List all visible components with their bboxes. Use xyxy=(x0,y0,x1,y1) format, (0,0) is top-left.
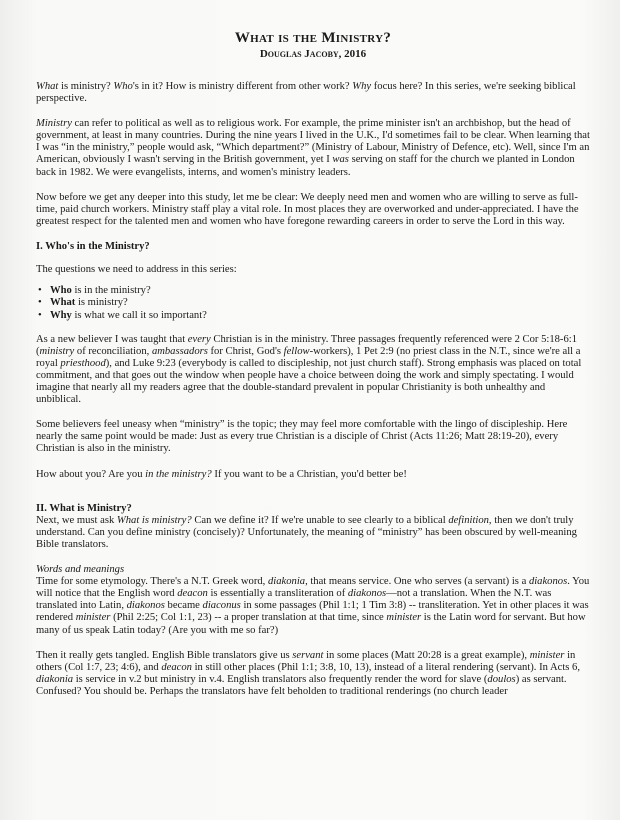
text-run: ) as servant. Confused? You should be. Perhaps the translators have felt beholden to traditional renderings (no church leader xyxy=(36,673,567,697)
text-run: As a new believer I was taught that xyxy=(36,333,188,345)
text-run: focus here? In this series, we're seeking biblical perspective. xyxy=(36,81,576,105)
question-keyword: What xyxy=(50,297,76,309)
body-paragraph xyxy=(36,419,590,455)
text-run: . You will notice that the English word xyxy=(36,576,590,600)
text-run: is the Latin word for servant. But how many of us speak Latin today? (Are you with me so far?) xyxy=(36,612,586,636)
emphasis-text: What is ministry? xyxy=(116,514,192,526)
emphasis-text: deacon xyxy=(177,588,208,600)
emphasis-text: deacon xyxy=(161,661,192,673)
emphasis-text: ambassadors xyxy=(151,345,208,357)
text-run: Some believers feel uneasy when “ministry” is the topic; they may feel more comfortable with the lingo of discipleship. Here nearly the same point would be made: Just as every true Christian is a disciple of Christ (Acts 11:26; Matt 28:19-20), every Christian is also in the ministry. xyxy=(36,419,568,455)
emphasis-text: Ministry xyxy=(36,118,72,130)
text-run: Then it really gets tangled. English Bible translators give us xyxy=(36,649,293,661)
text-run: in still other places (Phil 1:1; 3:8, 10, 13), instead of a literal rendering (servant). In Acts 6, xyxy=(191,661,581,673)
intro-paragraph xyxy=(36,81,590,105)
text-run: in others (Col 1:7, 23; 4:6), and xyxy=(36,649,576,673)
text-run: ), and Luke 9:23 (everybody is called to discipleship, not just church staff). Strong emphasis was placed on total commitment, and that goes out the window when people have a choice between doing the work and simply spectating. I would imagine that nearly all my readers agree that the double-standard prevalent in popular Christianity is both unhealthy and unbiblical. xyxy=(36,357,582,406)
emphasis-text: minister xyxy=(529,649,565,661)
text-run: 's in it? How is ministry different from other work? xyxy=(132,81,353,92)
question-list xyxy=(36,285,590,322)
document-title: What is the Ministry? xyxy=(234,30,392,46)
emphasis-text: fellow xyxy=(283,345,310,357)
emphasis-text: diakonia xyxy=(267,576,306,588)
intro-paragraph xyxy=(36,118,590,178)
emphasis-text: was xyxy=(332,154,349,166)
section-lead xyxy=(36,515,590,551)
text-run: -workers), 1 Pet 2:9 (no priest class in the N.T., since we're all a royal xyxy=(36,345,581,369)
text-run: , then we don't truly understand. Can you define ministry (concisely)? Unfortunately, the meaning of “ministry” has been obscured by well-meaning Bible translators. xyxy=(36,514,577,550)
emphasis-text: definition xyxy=(448,514,489,526)
body-paragraph xyxy=(36,334,590,407)
text-run: is essentially a transliteration of xyxy=(207,588,348,600)
text-run: Now before we get any deeper into this study, let me be clear: We deeply need men and women who are willing to serve as full-time, paid church workers. Ministry staff play a vital role. In most places they are overworked and under-appreciated. I have the greatest respect for the talented men and women who have foregone rewarding careers in order to serve the Lord in this way. xyxy=(36,191,579,227)
body-paragraph xyxy=(36,576,590,636)
emphasis-text: every xyxy=(187,333,211,345)
text-run: Next, we must ask xyxy=(36,514,117,526)
emphasis-text: Who xyxy=(113,81,133,92)
question-item xyxy=(36,297,590,309)
text-run: Time for some etymology. There's a N.T. Greek word, xyxy=(36,576,268,588)
text-run: can refer to political as well as to religious work. For example, the prime minister isn't an archbishop, but the head of government, at least in many countries. During the nine years I lived in the U.K., I'd sometimes fail to be clear. When learning that I was “in the ministry,” people would ask, “Which department?” (Ministry of Labour, Ministry of Defence, etc). Well, since I'm an American, obviously I wasn't serving in the British government, yet I xyxy=(36,118,590,166)
text-run: —not a translation. When the N.T. was translated into Latin, xyxy=(36,588,552,612)
body-paragraph xyxy=(36,469,590,481)
question-keyword: Why xyxy=(50,309,72,321)
emphasis-text: Why xyxy=(352,81,372,92)
text-run: is ministry? xyxy=(58,81,114,92)
document-byline: Douglas Jacoby, 2016 xyxy=(259,48,367,60)
emphasis-text: diakonia xyxy=(36,673,74,685)
emphasis-text: diakonos xyxy=(528,576,568,588)
text-run: serving on staff for the church we planted in London back in 1982. We were evangelists, interns, and women's ministry leaders. xyxy=(36,154,575,178)
question-item xyxy=(36,285,590,297)
emphasis-text: minister xyxy=(386,612,422,624)
emphasis-text: diakonos xyxy=(126,600,165,612)
text-run: of reconciliation, xyxy=(74,345,152,357)
question-text: is what we call it so important? xyxy=(71,309,207,321)
section-heading: II. What is Ministry? xyxy=(36,502,132,514)
emphasis-text: servant xyxy=(292,649,324,661)
text-run: How about you? Are you xyxy=(36,468,146,480)
text-run: in some passages (Phil 1:1; 1 Tim 3:8) -- transliteration. Yet in other places it was rendered xyxy=(36,600,589,624)
emphasis-text: priesthood xyxy=(60,357,106,369)
intro-paragraph xyxy=(36,192,590,228)
emphasis-text: in the ministry? xyxy=(145,468,212,480)
emphasis-text: diakonos xyxy=(347,588,387,600)
text-run: in some places (Matt 20:28 is a great example), xyxy=(323,649,530,661)
text-run: Christian is in the ministry. Three passages frequently referenced were 2 Cor 5:18-6:1 ( xyxy=(36,333,577,357)
subheading: Words and meanings xyxy=(36,564,125,576)
question-text: is in the ministry? xyxy=(71,285,151,297)
document-body xyxy=(36,30,590,711)
emphasis-text: minister xyxy=(75,612,111,624)
section-lead: The questions we need to address in this series: xyxy=(36,264,237,276)
text-run: , that means service. One who serves (a servant) is a xyxy=(305,576,529,588)
emphasis-text: diaconus xyxy=(202,600,241,612)
text-run: became xyxy=(164,600,203,612)
question-text: is ministry? xyxy=(75,297,128,309)
emphasis-text: doulos xyxy=(487,673,516,685)
text-run: If you want to be a Christian, you'd better be! xyxy=(211,468,407,480)
question-keyword: Who xyxy=(50,285,72,297)
emphasis-text: What xyxy=(36,81,59,92)
section-heading: I. Who's in the Ministry? xyxy=(36,240,150,252)
text-run: Can we define it? If we're unable to see clearly to a biblical xyxy=(191,514,449,526)
body-paragraph xyxy=(36,650,590,698)
emphasis-text: ministry xyxy=(39,345,75,357)
text-run: (Phil 2:25; Col 1:1, 23) -- a proper translation at that time, since xyxy=(110,612,387,624)
question-item xyxy=(36,310,590,322)
text-run: is service in v.2 but ministry in v.4. English translators also frequently render the word for slave ( xyxy=(73,673,488,685)
text-run: for Christ, God's xyxy=(207,345,284,357)
